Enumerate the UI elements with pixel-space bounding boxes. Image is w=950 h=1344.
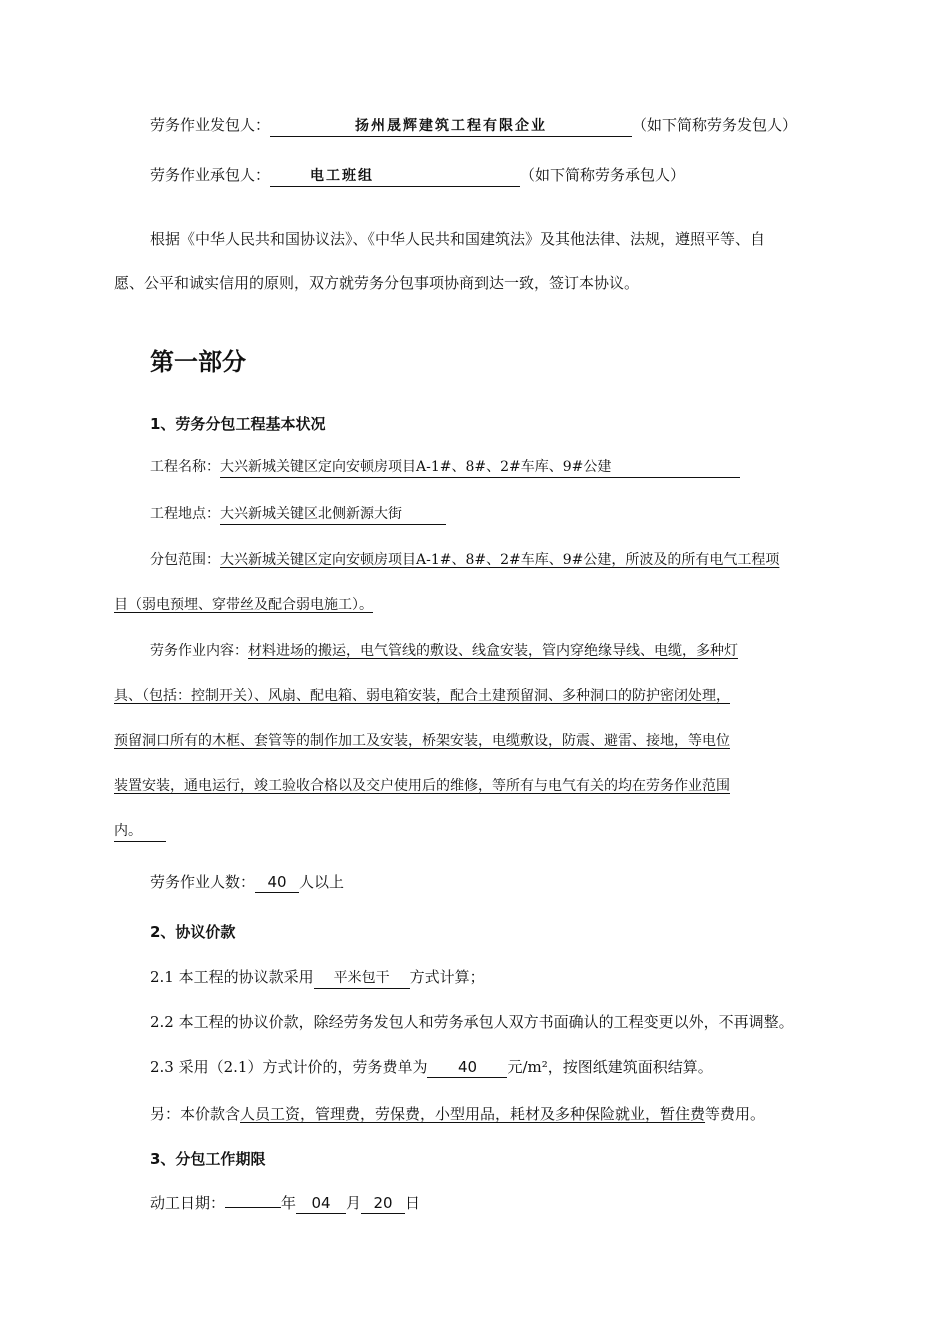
project-site-label: 工程地点： xyxy=(150,506,220,522)
work-line-3: 预留洞口所有的木框、套管等的制作加工及安装，桥架安装，电缆敷设，防震、避雷、接地，等电位 xyxy=(114,733,730,749)
start-month-value: 04 xyxy=(296,1194,346,1214)
scope-value-1: 大兴新城关键区定向安顿房项目A-1#、8#、2#车库、9#公建，所波及的所有电气工程项 xyxy=(220,552,780,568)
contractor-label: 劳务作业发包人： xyxy=(150,116,271,134)
price-method-value: 平米包干 xyxy=(314,969,410,989)
scope-label: 分包范围： xyxy=(150,552,220,568)
year-label: 年 xyxy=(281,1194,297,1212)
price-item-3 xyxy=(150,1056,713,1078)
price-note xyxy=(150,1103,765,1125)
project-site-value: 大兴新城关键区北侧新源大街 xyxy=(220,505,446,525)
preamble-line-2: 愿、公平和诚实信用的原则，双方就劳务分包事项协商到达一致，签订本协议。 xyxy=(114,274,640,292)
workers-line xyxy=(150,871,344,893)
start-date-label: 动工日期： xyxy=(150,1194,226,1212)
section2-heading: 2、协议价款 xyxy=(150,923,236,941)
price-item-1-suffix: 方式计算； xyxy=(409,968,485,986)
workers-value: 40 xyxy=(255,873,299,893)
subcontractor-note: （如下简称劳务承包人） xyxy=(520,166,686,184)
day-label: 日 xyxy=(405,1194,421,1212)
work-label: 劳务作业内容： xyxy=(150,643,248,659)
start-year-value xyxy=(225,1207,281,1208)
section3-heading: 3、分包工作期限 xyxy=(150,1150,266,1168)
scope-line-2: 目（弱电预埋、穿带丝及配合弱电施工）。 xyxy=(114,597,373,613)
price-item-3-unit: 元/m²，按图纸建筑面积结算。 xyxy=(507,1058,713,1076)
subcontractor-line xyxy=(150,164,685,187)
start-day-value: 20 xyxy=(361,1194,405,1214)
project-site-line xyxy=(150,503,446,525)
price-item-1-prefix: 2.1 本工程的协议款采用 xyxy=(150,968,314,986)
work-line-2: 具、（包括：控制开关）、风扇、配电箱、弱电箱安装，配合土建预留洞、多种洞口的防护密闭处理， xyxy=(114,688,730,704)
scope-line-1 xyxy=(150,549,779,571)
subcontractor-label: 劳务作业承包人： xyxy=(150,166,271,184)
preamble-line-1: 根据《中华人民共和国协议法》、《中华人民共和国建筑法》及其他法律、法规，遵照平等、自 xyxy=(150,230,766,248)
price-note-suffix: 等费用。 xyxy=(705,1105,766,1123)
price-item-1 xyxy=(150,966,485,989)
workers-suffix: 人以上 xyxy=(299,873,345,891)
contractor-line xyxy=(150,114,797,137)
unit-price-value: 40 xyxy=(427,1058,507,1078)
price-note-prefix: 另：本价款含 xyxy=(150,1105,241,1123)
workers-label: 劳务作业人数： xyxy=(150,873,256,891)
subcontractor-name: 电工班组 xyxy=(270,167,520,187)
project-name-label: 工程名称： xyxy=(150,459,220,475)
contractor-note: （如下简称劳务发包人） xyxy=(632,116,798,134)
section1-heading: 1、劳务分包工程基本状况 xyxy=(150,415,326,433)
project-name-line xyxy=(150,456,740,478)
work-line-5: 内。 xyxy=(114,820,166,842)
work-line-4: 装置安装，通电运行，竣工验收合格以及交户使用后的维修，等所有与电气有关的均在劳务作业范围 xyxy=(114,778,730,794)
contractor-name: 扬州晟辉建筑工程有限企业 xyxy=(270,117,632,137)
part-title: 第一部分 xyxy=(150,348,246,376)
price-item-3-prefix: 2.3 采用（2.1）方式计价的，劳务费单为 xyxy=(150,1058,428,1076)
month-label: 月 xyxy=(346,1194,362,1212)
work-line-1 xyxy=(150,640,738,662)
start-date-line xyxy=(150,1192,420,1214)
price-item-2: 2.2 本工程的协议价款，除经劳务发包人和劳务承包人双方书面确认的工程变更以外，不再调整。 xyxy=(150,1013,794,1031)
price-note-value: 人员工资，管理费，劳保费，小型用品，耗材及多种保险就业，暂住费 xyxy=(240,1105,706,1123)
project-name-value: 大兴新城关键区定向安顿房项目A-1#、8#、2#车库、9#公建 xyxy=(220,458,740,478)
work-value-1: 材料进场的搬运，电气管线的敷设、线盒安装，管内穿绝缘导线、电缆，多种灯 xyxy=(248,643,738,659)
